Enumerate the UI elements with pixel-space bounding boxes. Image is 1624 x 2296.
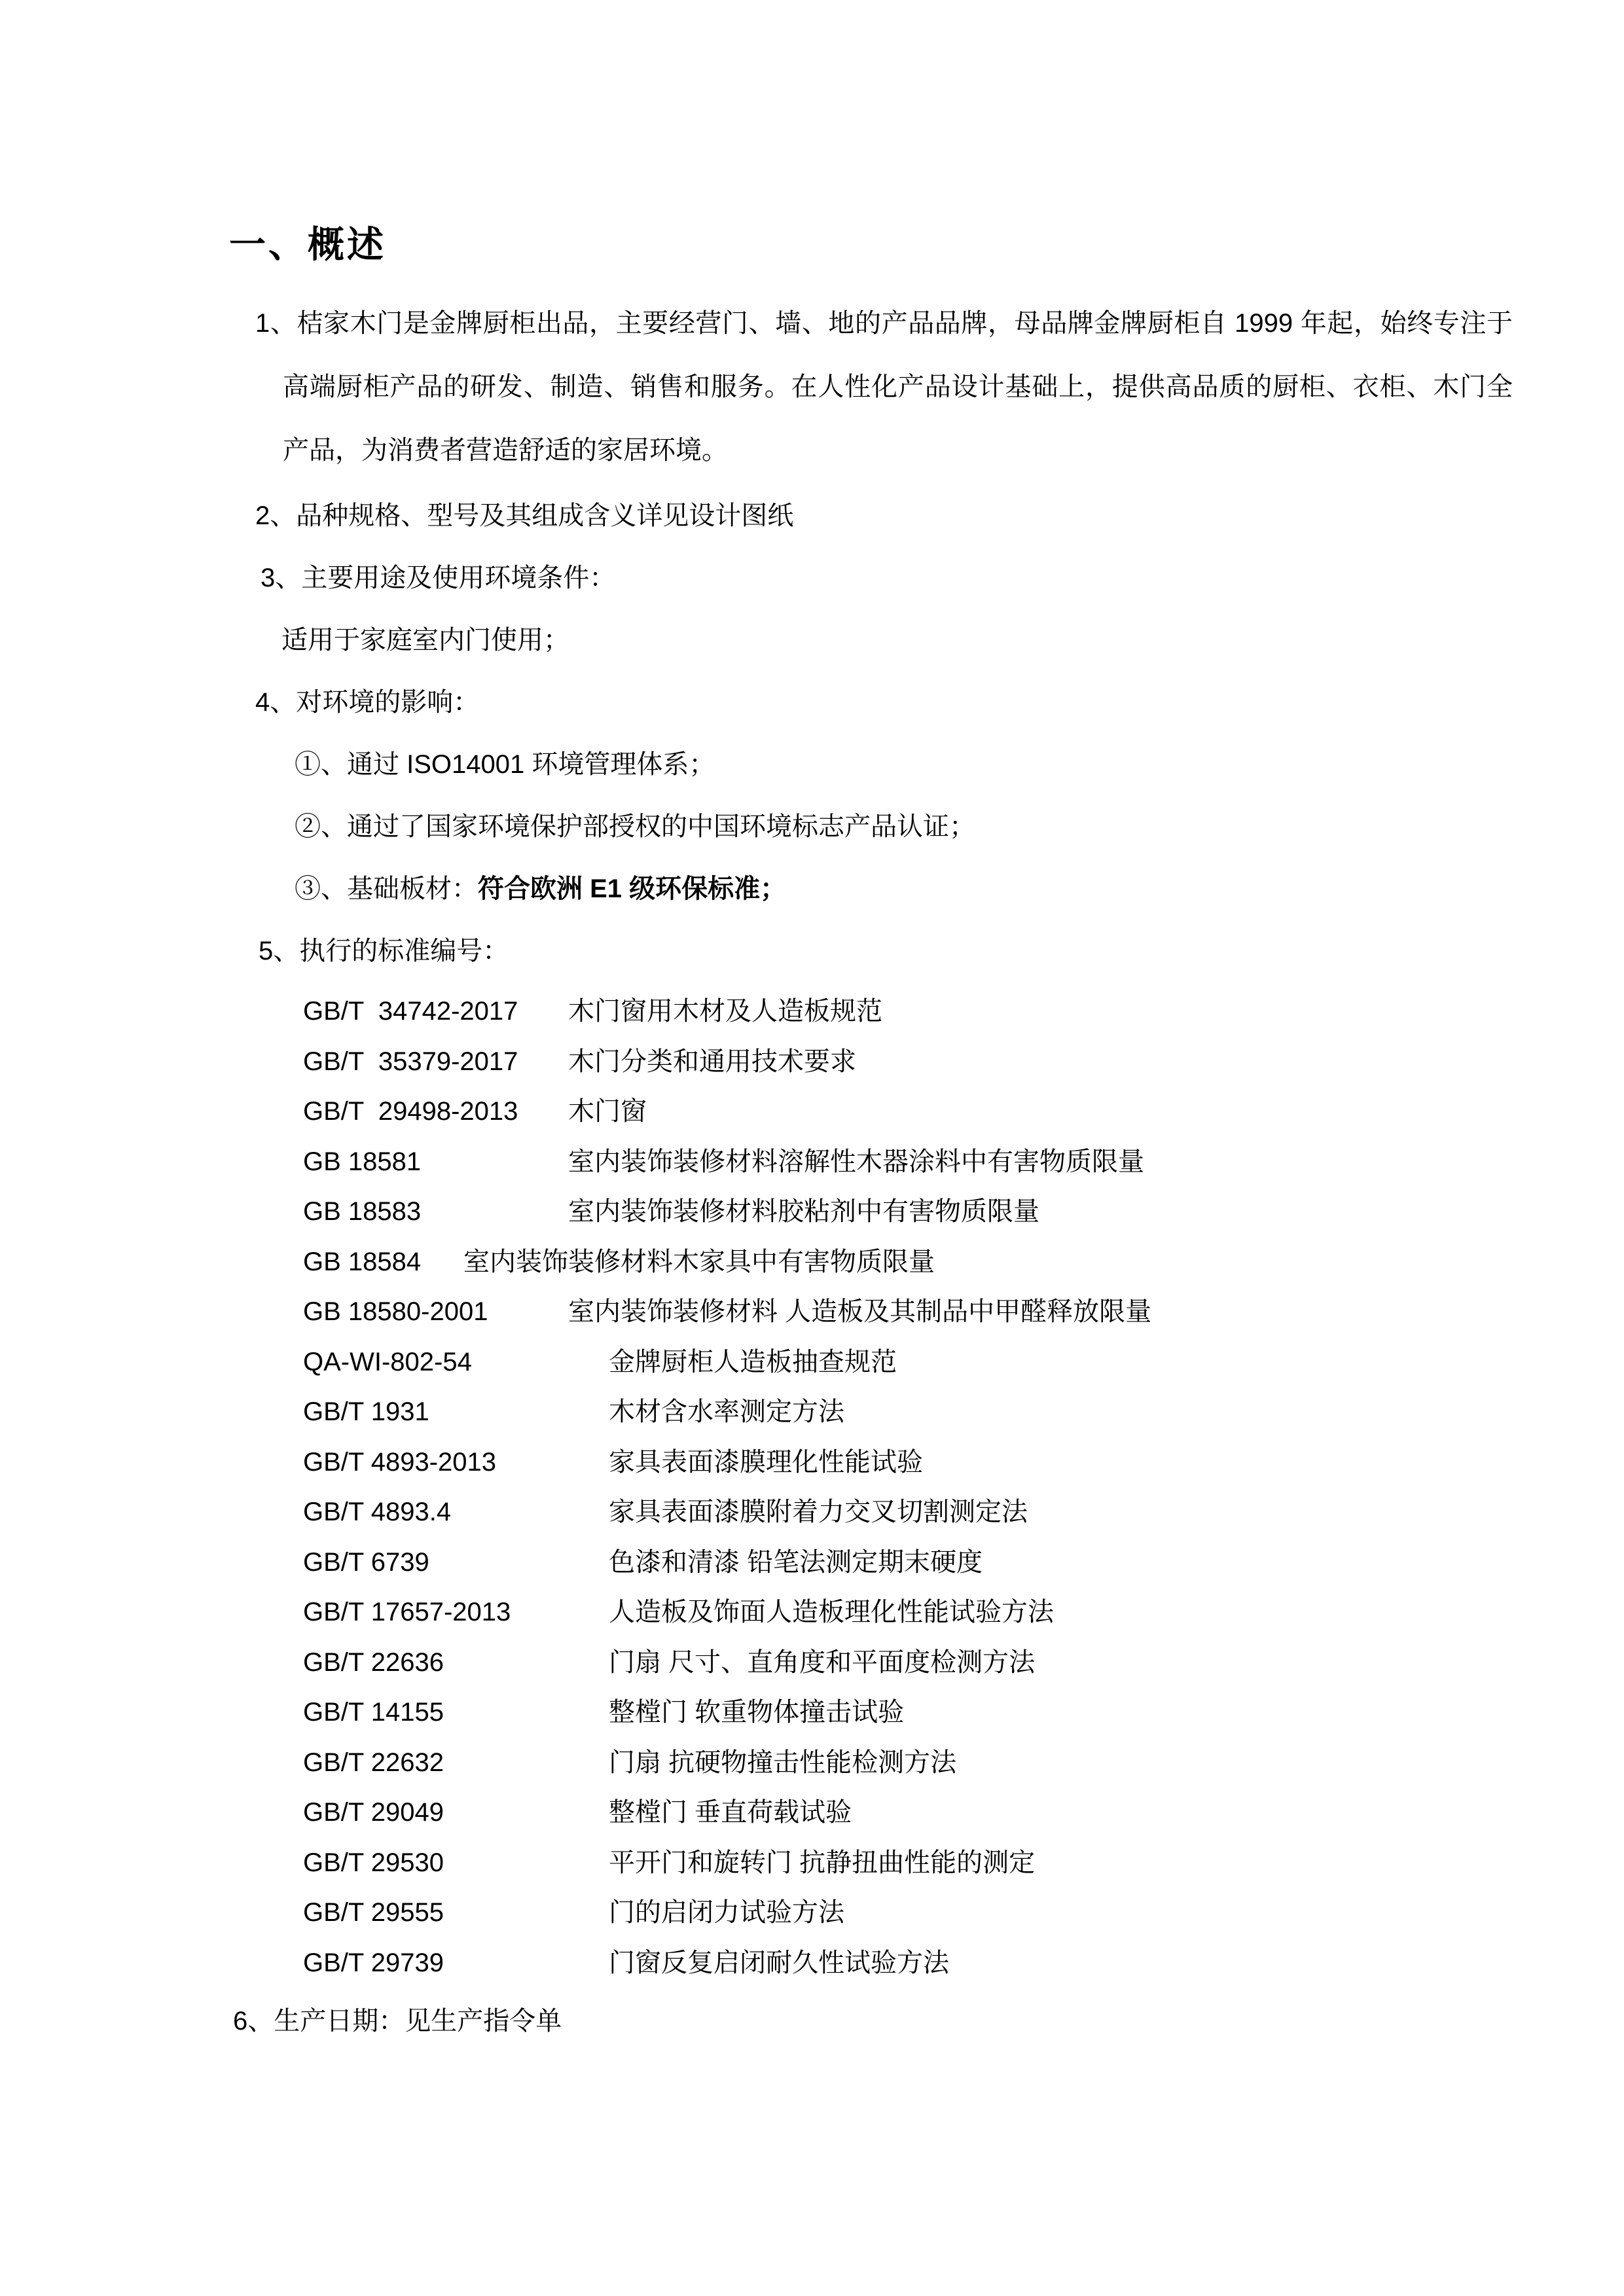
- standard-row: [303, 1237, 1624, 1287]
- standard-row: [303, 1037, 1624, 1087]
- standard-name: 整樘门 垂直荷载试验: [609, 1798, 852, 1827]
- standard-name: 室内装饰装修材料木家具中有害物质限量: [463, 1247, 935, 1276]
- standard-name: 木门窗: [568, 1097, 647, 1126]
- standard-row: [303, 1787, 1624, 1838]
- standard-name: 家具表面漆膜附着力交叉切割测定法: [609, 1498, 1028, 1526]
- standard-code: GB/T 29530: [303, 1848, 444, 1877]
- standard-code: GB 18580-2001: [303, 1297, 488, 1326]
- standard-row: [303, 1738, 1624, 1788]
- standard-row: [303, 1086, 1624, 1137]
- standard-row: [303, 1487, 1624, 1537]
- standard-row: [303, 1638, 1624, 1688]
- standard-row: [303, 1287, 1624, 1337]
- standard-name: 平开门和旋转门 抗静扭曲性能的测定: [609, 1848, 1036, 1877]
- standard-code: GB 18584: [303, 1247, 422, 1276]
- standard-code: GB/T 29555: [303, 1898, 444, 1927]
- standard-code: GB/T 35379-2017: [303, 1047, 518, 1076]
- standard-row: [303, 1437, 1624, 1488]
- standard-name: 木门分类和通用技术要求: [568, 1047, 856, 1076]
- standard-code: GB/T 22636: [303, 1647, 444, 1677]
- standard-name: 室内装饰装修材料 人造板及其制品中甲醛释放限量: [568, 1297, 1152, 1326]
- standard-row: [303, 1137, 1624, 1187]
- standard-code: GB/T 1931: [303, 1397, 429, 1426]
- numbered-items: [0, 485, 1624, 982]
- standard-name: 室内装饰装修材料溶解性木器涂料中有害物质限量: [568, 1147, 1144, 1176]
- list-item-3-sub: 适用于家庭室内门使用；: [281, 626, 569, 655]
- standard-row: [303, 1938, 1624, 1988]
- standard-row: [303, 1888, 1624, 1938]
- standard-row: [303, 1537, 1624, 1588]
- standard-name: 室内装饰装修材料胶粘剂中有害物质限量: [568, 1197, 1039, 1226]
- standard-row: [303, 1387, 1624, 1437]
- standard-code: GB/T 34742-2017: [303, 997, 518, 1026]
- standard-row: [303, 1337, 1624, 1388]
- standard-row: [303, 986, 1624, 1037]
- standard-code: QA-WI-802-54: [303, 1347, 472, 1376]
- standard-code: GB 18583: [303, 1197, 422, 1226]
- standard-name: 木材含水率测定方法: [609, 1397, 844, 1426]
- standard-name: 门扇 抗硬物撞击性能检测方法: [609, 1748, 957, 1777]
- standard-row: [303, 1187, 1624, 1237]
- standard-row: [303, 1587, 1624, 1638]
- page-title: 一、概述: [229, 224, 386, 265]
- standard-name: 家具表面漆膜理化性能试验: [609, 1447, 923, 1477]
- standard-row: [303, 1838, 1624, 1888]
- standard-name: 木门窗用木材及人造板规范: [568, 997, 882, 1026]
- standard-code: GB 18581: [303, 1147, 422, 1176]
- list-item-5: 5、执行的标准编号：: [259, 937, 509, 965]
- standard-code: GB/T 4893.4: [303, 1498, 452, 1526]
- standard-code: GB/T 29739: [303, 1948, 444, 1977]
- standard-code: GB/T 6739: [303, 1547, 429, 1577]
- standard-name: 门窗反复启闭耐久性试验方法: [609, 1948, 949, 1977]
- list-item-6: 6、生产日期：见生产指令单: [233, 2007, 562, 2036]
- standard-row: [303, 1687, 1624, 1738]
- list-item-4-sub-1: ①、通过 ISO14001 环境管理体系；: [295, 750, 715, 779]
- list-item-4-sub-3: [295, 858, 1624, 920]
- list-item-4-sub-2: ②、通过了国家环境保护部授权的中国环境标志产品认证；: [295, 812, 975, 841]
- standard-name: 整樘门 软重物体撞击试验: [609, 1698, 905, 1727]
- sub-3-label: ③、基础板材：: [295, 874, 478, 903]
- standard-name: 门扇 尺寸、直角度和平面度检测方法: [609, 1647, 1036, 1677]
- standard-name: 金牌厨柜人造板抽查规范: [609, 1347, 897, 1376]
- standard-name: 人造板及饰面人造板理化性能试验方法: [609, 1598, 1054, 1626]
- list-item-2: 2、品种规格、型号及其组成含义详见设计图纸: [255, 501, 794, 530]
- footer-item: [0, 1990, 1624, 2053]
- standard-code: GB/T 29049: [303, 1798, 444, 1827]
- standard-code: GB/T 14155: [303, 1698, 444, 1727]
- standards-list: [303, 986, 1624, 1988]
- paragraph-item-1: 1、桔家木门是金牌厨柜出品，主要经营门、墙、地的产品品牌，母品牌金牌厨柜自 1999 年起，始终专注于高端厨柜产品的研发、制造、销售和服务。在人性化产品设计基础上，提供高品质的厨柜、衣柜、木门全产品，为消费者营造舒适的家居环境。: [255, 309, 1513, 465]
- sub-3-bold-text: 符合欧洲 E1 级环保标准；: [478, 874, 787, 903]
- standard-code: GB/T 29498-2013: [303, 1097, 518, 1126]
- standard-code: GB/T 4893-2013: [303, 1447, 497, 1477]
- standard-name: 色漆和清漆 铅笔法测定期末硬度: [609, 1547, 983, 1577]
- standard-name: 门的启闭力试验方法: [609, 1898, 844, 1927]
- standard-code: GB/T 17657-2013: [303, 1598, 511, 1626]
- standard-code: GB/T 22632: [303, 1748, 444, 1777]
- list-item-3: 3、主要用途及使用环境条件：: [261, 564, 616, 592]
- list-item-4: 4、对环境的影响：: [255, 688, 480, 717]
